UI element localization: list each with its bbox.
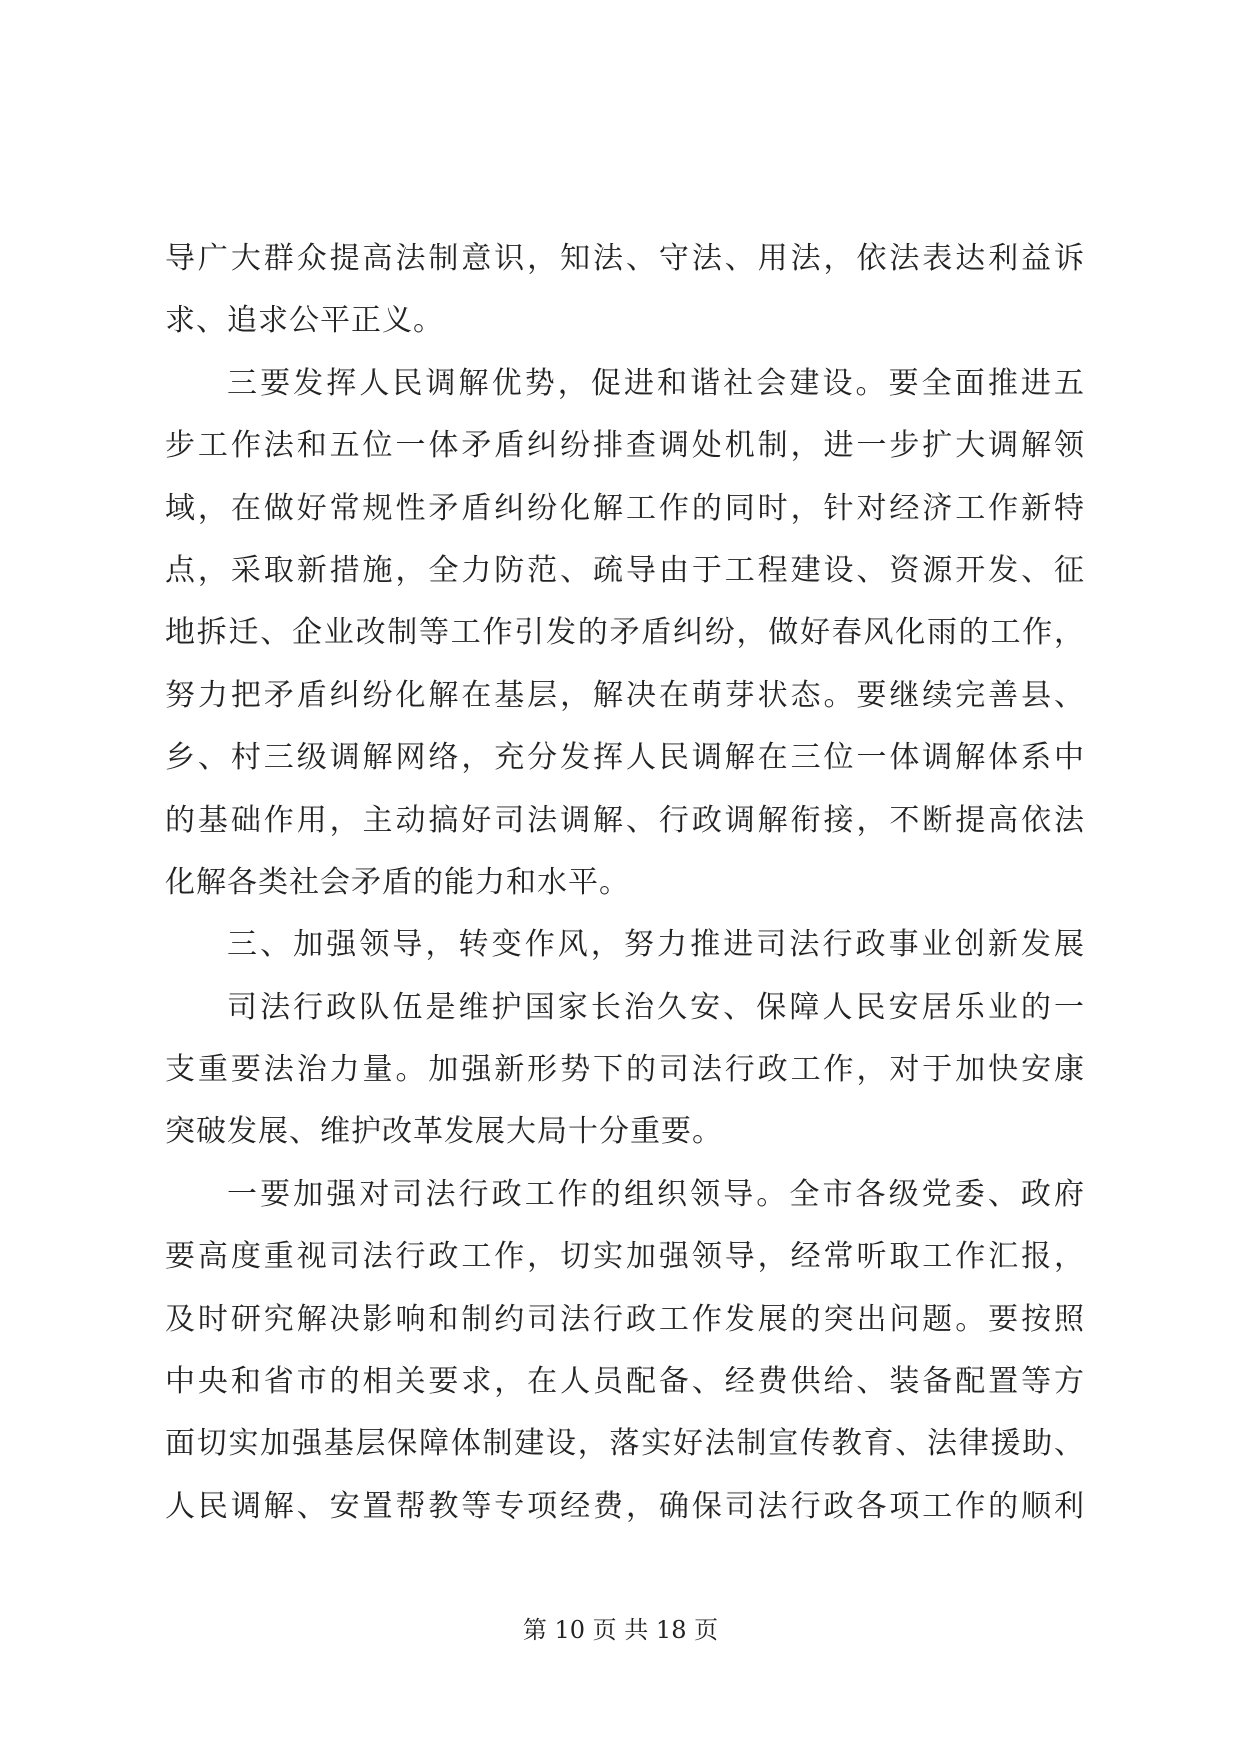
text-line: 人民调解、安置帮教等专项经费，确保司法行政各项工作的顺利 [165,1488,1085,1524]
text-line: 要高度重视司法行政工作，切实加强领导，经常听取工作汇报， [165,1239,1085,1275]
text-line: 步工作法和五位一体矛盾纠纷排查调处机制，进一步扩大调解领 [165,428,1085,464]
text-line: 域，在做好常规性矛盾纠纷化解工作的同时，针对经济工作新特 [165,490,1085,526]
body-text [165,228,1085,1538]
text-line: 三要发挥人民调解优势，促进和谐社会建设。要全面推进五 [227,365,1085,401]
text-line: 面切实加强基层保障体制建设，落实好法制宣传教育、法律援助、 [165,1426,1085,1462]
text-line: 求、追求公平正义。 [165,303,444,339]
page-footer: 第 10 页 共 18 页 [522,1616,719,1644]
text-line: 司法行政队伍是维护国家长治久安、保障人民安居乐业的一 [227,989,1085,1025]
text-line: 点，采取新措施，全力防范、疏导由于工程建设、资源开发、征 [165,552,1085,588]
text-line: 三、加强领导，转变作风，努力推进司法行政事业创新发展 [227,927,1085,963]
text-line: 一要加强对司法行政工作的组织领导。全市各级党委、政府 [227,1176,1085,1212]
text-line: 化解各类社会矛盾的能力和水平。 [165,864,630,900]
text-line: 支重要法治力量。加强新形势下的司法行政工作，对于加快安康 [165,1052,1085,1088]
text-line: 地拆迁、企业改制等工作引发的矛盾纠纷，做好春风化雨的工作， [165,615,1085,651]
text-line: 导广大群众提高法制意识，知法、守法、用法，依法表达利益诉 [165,241,1085,276]
text-line: 中央和省市的相关要求，在人员配备、经费供给、装备配置等方 [165,1364,1085,1400]
text-line: 突破发展、维护改革发展大局十分重要。 [165,1114,723,1150]
text-line: 的基础作用，主动搞好司法调解、行政调解衔接，不断提高依法 [165,802,1085,838]
text-line: 乡、村三级调解网络，充分发挥人民调解在三位一体调解体系中 [165,740,1085,776]
text-line: 努力把矛盾纠纷化解在基层，解决在萌芽状态。要继续完善县、 [165,677,1085,713]
text-line: 及时研究解决影响和制约司法行政工作发展的突出问题。要按照 [165,1301,1085,1337]
